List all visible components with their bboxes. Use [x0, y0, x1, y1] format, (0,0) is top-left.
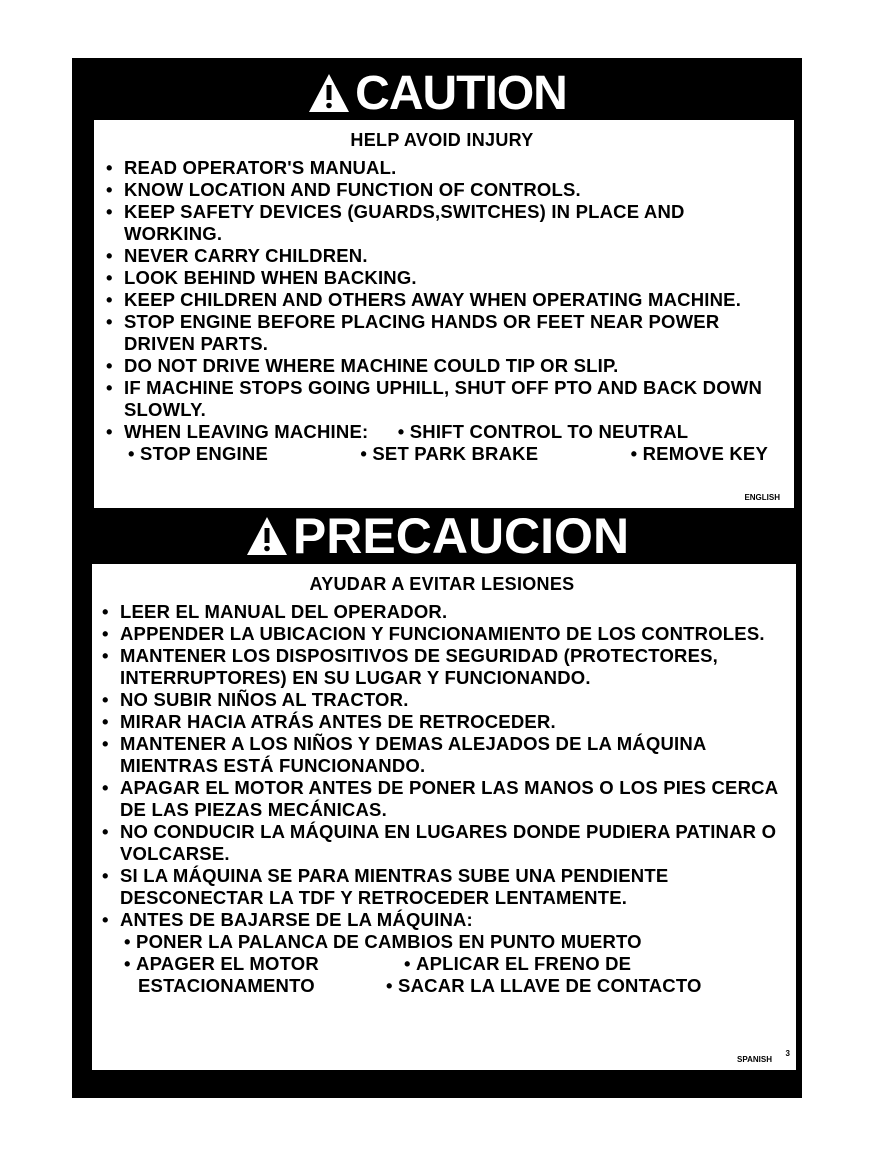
warning-triangle-icon — [307, 71, 351, 115]
list-item: • READ OPERATOR'S MANUAL. — [106, 157, 397, 178]
list-item: • KEEP CHILDREN AND OTHERS AWAY WHEN OPERATING MACHINE. — [106, 289, 742, 310]
list-item: • NO SUBIR NIÑOS AL TRACTOR. — [102, 689, 409, 710]
precaucion-banner — [72, 506, 802, 566]
warning-triangle-icon — [245, 514, 289, 558]
list-item: • APAGAR EL MOTOR ANTES DE PONER LAS MANOS O LOS PIES CERCA DE LAS PIEZAS MECÁNICAS. — [102, 777, 778, 820]
list-item: • STOP ENGINE BEFORE PLACING HANDS OR FEET NEAR POWER DRIVEN PARTS. — [106, 311, 720, 354]
spanish-panel — [92, 564, 796, 1070]
list-item: • NO CONDUCIR LA MÁQUINA EN LUGARES DONDE PUDIERA PATINAR O VOLCARSE. — [102, 821, 777, 864]
list-item: • IF MACHINE STOPS GOING UPHILL, SHUT OFF PTO AND BACK DOWN SLOWLY. — [106, 377, 763, 420]
list-item: • MIRAR HACIA ATRÁS ANTES DE RETROCEDER. — [102, 711, 556, 732]
list-item: • WHEN LEAVING MACHINE: • SHIFT CONTROL TO NEUTRAL — [106, 421, 689, 442]
caution-title: CAUTION — [355, 66, 567, 120]
spanish-leaving-step: • PONER LA PALANCA DE CAMBIOS EN PUNTO MUERTO — [124, 931, 642, 952]
spanish-leaving-step: • APAGER EL MOTOR • APLICAR EL FRENO DE — [124, 953, 632, 974]
spanish-tag: SPANISH — [737, 1055, 772, 1064]
list-item: • NEVER CARRY CHILDREN. — [106, 245, 368, 266]
caution-banner — [72, 64, 802, 122]
english-tag: ENGLISH — [744, 493, 780, 502]
spanish-leaving-step: ESTACIONAMENTO • SACAR LA LLAVE DE CONTACTO — [138, 975, 702, 996]
page-number: 3 — [785, 1049, 790, 1058]
list-item: • MANTENER LOS DISPOSITIVOS DE SEGURIDAD (PROTECTORES, INTERRUPTORES) EN SU LUGAR Y FUNCIONANDO. — [102, 645, 719, 688]
list-item: • LEER EL MANUAL DEL OPERADOR. — [102, 601, 448, 622]
safety-label — [72, 58, 802, 1098]
english-leaving-steps — [106, 443, 768, 465]
spanish-list — [102, 601, 782, 931]
list-item: • ANTES DE BAJARSE DE LA MÁQUINA: — [102, 909, 473, 930]
leaving-step: • STOP ENGINE — [128, 443, 269, 464]
list-item: • APPENDER LA UBICACION Y FUNCIONAMIENTO DE LOS CONTROLES. — [102, 623, 765, 644]
leaving-step: • SET PARK BRAKE — [360, 443, 539, 464]
precaucion-title: PRECAUCION — [292, 508, 630, 564]
list-item: • KEEP SAFETY DEVICES (GUARDS,SWITCHES) IN PLACE AND WORKING. — [106, 201, 685, 244]
leaving-step: • REMOVE KEY — [630, 443, 768, 464]
list-item: • LOOK BEHIND WHEN BACKING. — [106, 267, 417, 288]
english-list — [106, 157, 778, 443]
spanish-heading: AYUDAR A EVITAR LESIONES — [309, 574, 575, 594]
english-heading: HELP AVOID INJURY — [350, 130, 534, 150]
list-item: • MANTENER A LOS NIÑOS Y DEMAS ALEJADOS DE LA MÁQUINA MIENTRAS ESTÁ FUNCIONANDO. — [102, 733, 706, 776]
list-item: • DO NOT DRIVE WHERE MACHINE COULD TIP OR SLIP. — [106, 355, 619, 376]
list-item: • KNOW LOCATION AND FUNCTION OF CONTROLS. — [106, 179, 581, 200]
list-item: • SI LA MÁQUINA SE PARA MIENTRAS SUBE UNA PENDIENTE DESCONECTAR LA TDF Y RETROCEDER LENTAMENTE. — [102, 865, 669, 908]
english-panel — [94, 120, 794, 508]
